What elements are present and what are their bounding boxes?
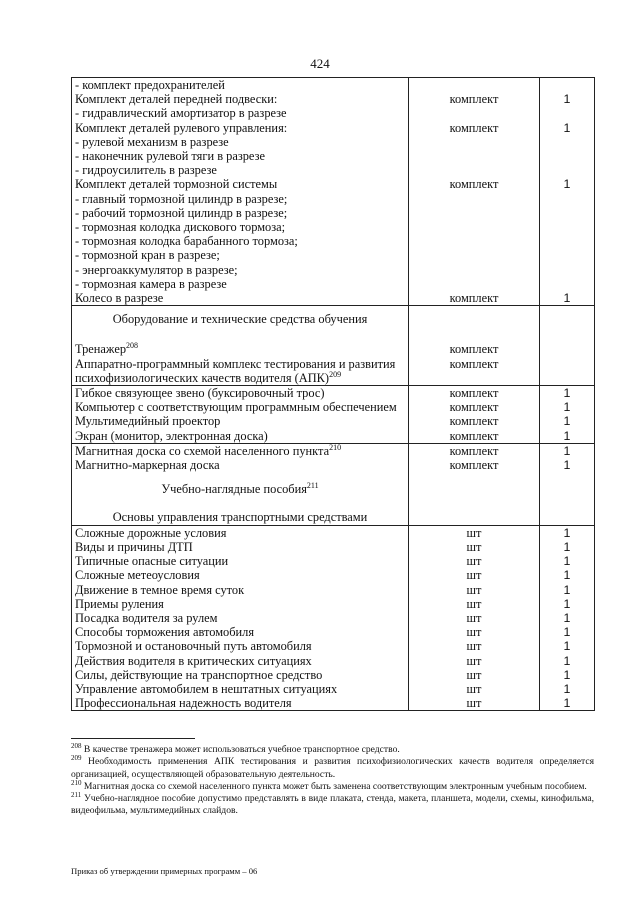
item-name: Комплект деталей передней подвески: bbox=[72, 92, 409, 106]
table-row bbox=[72, 135, 595, 149]
item-unit: шт bbox=[409, 583, 540, 597]
item-unit: шт bbox=[409, 639, 540, 653]
item-name: - рулевой механизм в разрезе bbox=[72, 135, 409, 149]
item-name: Аппаратно-программный комплекс тестирования и развития психофизиологических качеств водителя (АПК)$^{209}$ bbox=[72, 357, 409, 386]
table-row bbox=[72, 540, 595, 554]
item-name: - энергоаккумулятор в разрезе; bbox=[72, 263, 409, 277]
item-unit: комплект bbox=[409, 414, 540, 428]
table-row bbox=[72, 668, 595, 682]
item-unit: шт bbox=[409, 540, 540, 554]
item-unit bbox=[409, 263, 540, 277]
footnote-text: Учебно-наглядное пособие допустимо представлять в виде плаката, стенда, макета, планшета, модели, схемы, кинофильма, видеофильма, мультимедийных слайдов. bbox=[71, 793, 594, 817]
item-qty: 1 bbox=[540, 291, 595, 306]
item-qty: 1 bbox=[540, 625, 595, 639]
item-name: Гибкое связующее звено (буксировочный трос) bbox=[72, 386, 409, 401]
item-name: Сложные дорожные условия bbox=[72, 525, 409, 540]
footnote bbox=[71, 756, 594, 781]
table-row bbox=[72, 611, 595, 625]
item-qty: 1 bbox=[540, 458, 595, 472]
item-qty: 1 bbox=[540, 400, 595, 414]
item-name: Колесо в разрезе bbox=[72, 291, 409, 306]
item-name: Комплект деталей рулевого управления: bbox=[72, 121, 409, 135]
item-name: Магнитно-маркерная доска bbox=[72, 458, 409, 472]
equipment-table bbox=[71, 77, 595, 711]
footnote bbox=[71, 793, 594, 818]
item-unit: комплект bbox=[409, 429, 540, 444]
item-qty bbox=[540, 220, 595, 234]
footnote-number: 211 bbox=[71, 791, 82, 800]
item-qty bbox=[540, 357, 595, 386]
table-row bbox=[72, 443, 595, 458]
item-unit: комплект bbox=[409, 92, 540, 106]
item-qty: 1 bbox=[540, 121, 595, 135]
footnote-ref: 209 bbox=[329, 369, 342, 379]
section-heading-basics: Основы управления транспортными средствами bbox=[72, 510, 409, 525]
table-row bbox=[72, 386, 595, 401]
item-unit bbox=[409, 149, 540, 163]
footnote-ref: 208 bbox=[126, 341, 139, 351]
section-heading-row bbox=[72, 510, 595, 525]
item-name: Компьютер с соответствующим программным обеспечением bbox=[72, 400, 409, 414]
item-unit bbox=[409, 106, 540, 120]
table-row bbox=[72, 263, 595, 277]
item-unit: шт bbox=[409, 668, 540, 682]
item-qty: 1 bbox=[540, 414, 595, 428]
item-unit bbox=[409, 234, 540, 248]
table-row bbox=[72, 414, 595, 428]
footnote-ref: 211 bbox=[306, 481, 319, 491]
table-row bbox=[72, 121, 595, 135]
table-row bbox=[72, 234, 595, 248]
table-row bbox=[72, 277, 595, 291]
item-name: Действия водителя в критических ситуациях bbox=[72, 654, 409, 668]
item-name: Типичные опасные ситуации bbox=[72, 554, 409, 568]
item-qty: 1 bbox=[540, 386, 595, 401]
table-row bbox=[72, 149, 595, 163]
item-name: Способы торможения автомобиля bbox=[72, 625, 409, 639]
item-name: Магнитная доска со схемой населенного пункта$^{210}$ bbox=[72, 443, 409, 458]
item-name: Тренажер$^{208}$ bbox=[72, 342, 409, 356]
footnote-number: 210 bbox=[71, 778, 82, 787]
table-row bbox=[72, 342, 595, 356]
item-name: Приемы руления bbox=[72, 597, 409, 611]
footnote-number: 208 bbox=[71, 742, 82, 750]
footnote-text: Магнитная доска со схемой населенного пункта может быть заменена соответствующим электронным учебным пособием. bbox=[83, 780, 587, 792]
item-unit: комплект bbox=[409, 357, 540, 386]
item-qty bbox=[540, 263, 595, 277]
section-heading-row bbox=[72, 312, 595, 326]
table-row bbox=[72, 654, 595, 668]
item-name: Тормозной и остановочный путь автомобиля bbox=[72, 639, 409, 653]
item-name: Мультимедийный проектор bbox=[72, 414, 409, 428]
item-unit bbox=[409, 78, 540, 93]
spacer-row bbox=[72, 472, 595, 482]
item-unit: шт bbox=[409, 525, 540, 540]
item-name: - тормозной кран в разрезе; bbox=[72, 248, 409, 262]
table-row bbox=[72, 554, 595, 568]
section-heading-visual-aids: Учебно-наглядные пособия$^{211}$ bbox=[72, 482, 409, 496]
item-qty: 1 bbox=[540, 554, 595, 568]
item-qty: 1 bbox=[540, 92, 595, 106]
item-unit bbox=[409, 192, 540, 206]
item-qty: 1 bbox=[540, 682, 595, 696]
section-heading-equipment: Оборудование и технические средства обучения bbox=[72, 312, 409, 326]
item-qty: 1 bbox=[540, 611, 595, 625]
item-name: - рабочий тормозной цилиндр в разрезе; bbox=[72, 206, 409, 220]
table-row bbox=[72, 458, 595, 472]
table-row bbox=[72, 639, 595, 653]
item-qty bbox=[540, 135, 595, 149]
item-name: - гидроусилитель в разрезе bbox=[72, 163, 409, 177]
item-name: Профессиональная надежность водителя bbox=[72, 696, 409, 711]
table-row bbox=[72, 583, 595, 597]
footnote-separator bbox=[71, 738, 195, 739]
document-footer: Приказ об утверждении примерных программ – 06 bbox=[71, 866, 258, 876]
item-unit: комплект bbox=[409, 342, 540, 356]
item-unit: шт bbox=[409, 682, 540, 696]
item-unit: комплект bbox=[409, 458, 540, 472]
table-row bbox=[72, 597, 595, 611]
table-row bbox=[72, 248, 595, 262]
item-qty: 1 bbox=[540, 639, 595, 653]
table-row bbox=[72, 92, 595, 106]
table-row bbox=[72, 400, 595, 414]
item-qty: 1 bbox=[540, 654, 595, 668]
item-qty bbox=[540, 163, 595, 177]
table-row bbox=[72, 177, 595, 191]
item-unit bbox=[409, 220, 540, 234]
item-unit: комплект bbox=[409, 291, 540, 306]
item-qty bbox=[540, 342, 595, 356]
item-name: - тормозная колодка дискового тормоза; bbox=[72, 220, 409, 234]
item-qty: 1 bbox=[540, 696, 595, 711]
item-qty: 1 bbox=[540, 525, 595, 540]
item-unit: шт bbox=[409, 611, 540, 625]
footnote bbox=[71, 744, 594, 756]
item-qty bbox=[540, 78, 595, 93]
page-number: 424 bbox=[310, 56, 330, 71]
table-row bbox=[72, 429, 595, 444]
item-qty: 1 bbox=[540, 668, 595, 682]
item-unit bbox=[409, 163, 540, 177]
spacer-row bbox=[72, 326, 595, 342]
table-row bbox=[72, 357, 595, 386]
item-unit: шт bbox=[409, 554, 540, 568]
footnote-text: Необходимость применения АПК тестирования и развития психофизиологических качеств водителя определяется организацией, осуществляющей образовательную деятельность. bbox=[71, 756, 594, 780]
item-unit: шт bbox=[409, 568, 540, 582]
item-qty bbox=[540, 234, 595, 248]
item-unit: комплект bbox=[409, 386, 540, 401]
footnotes bbox=[71, 744, 594, 818]
table-row bbox=[72, 220, 595, 234]
item-qty bbox=[540, 206, 595, 220]
item-name: - гидравлический амортизатор в разрезе bbox=[72, 106, 409, 120]
item-qty bbox=[540, 277, 595, 291]
spacer-row bbox=[72, 496, 595, 510]
section-heading-row bbox=[72, 482, 595, 496]
item-name: - комплект предохранителей bbox=[72, 78, 409, 93]
table-row bbox=[72, 682, 595, 696]
item-name: Управление автомобилем в нештатных ситуациях bbox=[72, 682, 409, 696]
item-qty bbox=[540, 106, 595, 120]
item-qty: 1 bbox=[540, 429, 595, 444]
table-row bbox=[72, 568, 595, 582]
table-row bbox=[72, 291, 595, 306]
item-unit bbox=[409, 248, 540, 262]
item-unit: шт bbox=[409, 597, 540, 611]
item-name: Виды и причины ДТП bbox=[72, 540, 409, 554]
item-name: - главный тормозной цилиндр в разрезе; bbox=[72, 192, 409, 206]
item-unit bbox=[409, 135, 540, 149]
item-qty: 1 bbox=[540, 568, 595, 582]
item-unit: комплект bbox=[409, 121, 540, 135]
item-unit bbox=[409, 277, 540, 291]
item-qty: 1 bbox=[540, 583, 595, 597]
footnote-number: 209 bbox=[71, 754, 82, 763]
item-name: Экран (монитор, электронная доска) bbox=[72, 429, 409, 444]
item-unit: шт bbox=[409, 696, 540, 711]
footnote-text: В качестве тренажера может использоваться учебное транспортное средство. bbox=[83, 744, 400, 755]
item-name: Посадка водителя за рулем bbox=[72, 611, 409, 625]
table-row bbox=[72, 106, 595, 120]
table-row bbox=[72, 696, 595, 711]
table-row bbox=[72, 206, 595, 220]
item-qty: 1 bbox=[540, 597, 595, 611]
item-name: - тормозная камера в разрезе bbox=[72, 277, 409, 291]
item-unit: шт bbox=[409, 654, 540, 668]
item-qty bbox=[540, 149, 595, 163]
table-row bbox=[72, 78, 595, 93]
item-name: Комплект деталей тормозной системы bbox=[72, 177, 409, 191]
table-row bbox=[72, 163, 595, 177]
table-row bbox=[72, 192, 595, 206]
item-qty: 1 bbox=[540, 177, 595, 191]
item-qty bbox=[540, 248, 595, 262]
item-unit: комплект bbox=[409, 177, 540, 191]
item-qty: 1 bbox=[540, 443, 595, 458]
item-unit: шт bbox=[409, 625, 540, 639]
item-unit: комплект bbox=[409, 443, 540, 458]
item-qty bbox=[540, 192, 595, 206]
footnote bbox=[71, 778, 594, 793]
item-qty: 1 bbox=[540, 540, 595, 554]
item-unit: комплект bbox=[409, 400, 540, 414]
table-row bbox=[72, 625, 595, 639]
footnote-ref: 210 bbox=[329, 442, 342, 452]
item-unit bbox=[409, 206, 540, 220]
item-name: Сложные метеоусловия bbox=[72, 568, 409, 582]
item-name: - тормозная колодка барабанного тормоза; bbox=[72, 234, 409, 248]
item-name: Движение в темное время суток bbox=[72, 583, 409, 597]
item-name: Силы, действующие на транспортное средство bbox=[72, 668, 409, 682]
item-name: - наконечник рулевой тяги в разрезе bbox=[72, 149, 409, 163]
table-row bbox=[72, 525, 595, 540]
